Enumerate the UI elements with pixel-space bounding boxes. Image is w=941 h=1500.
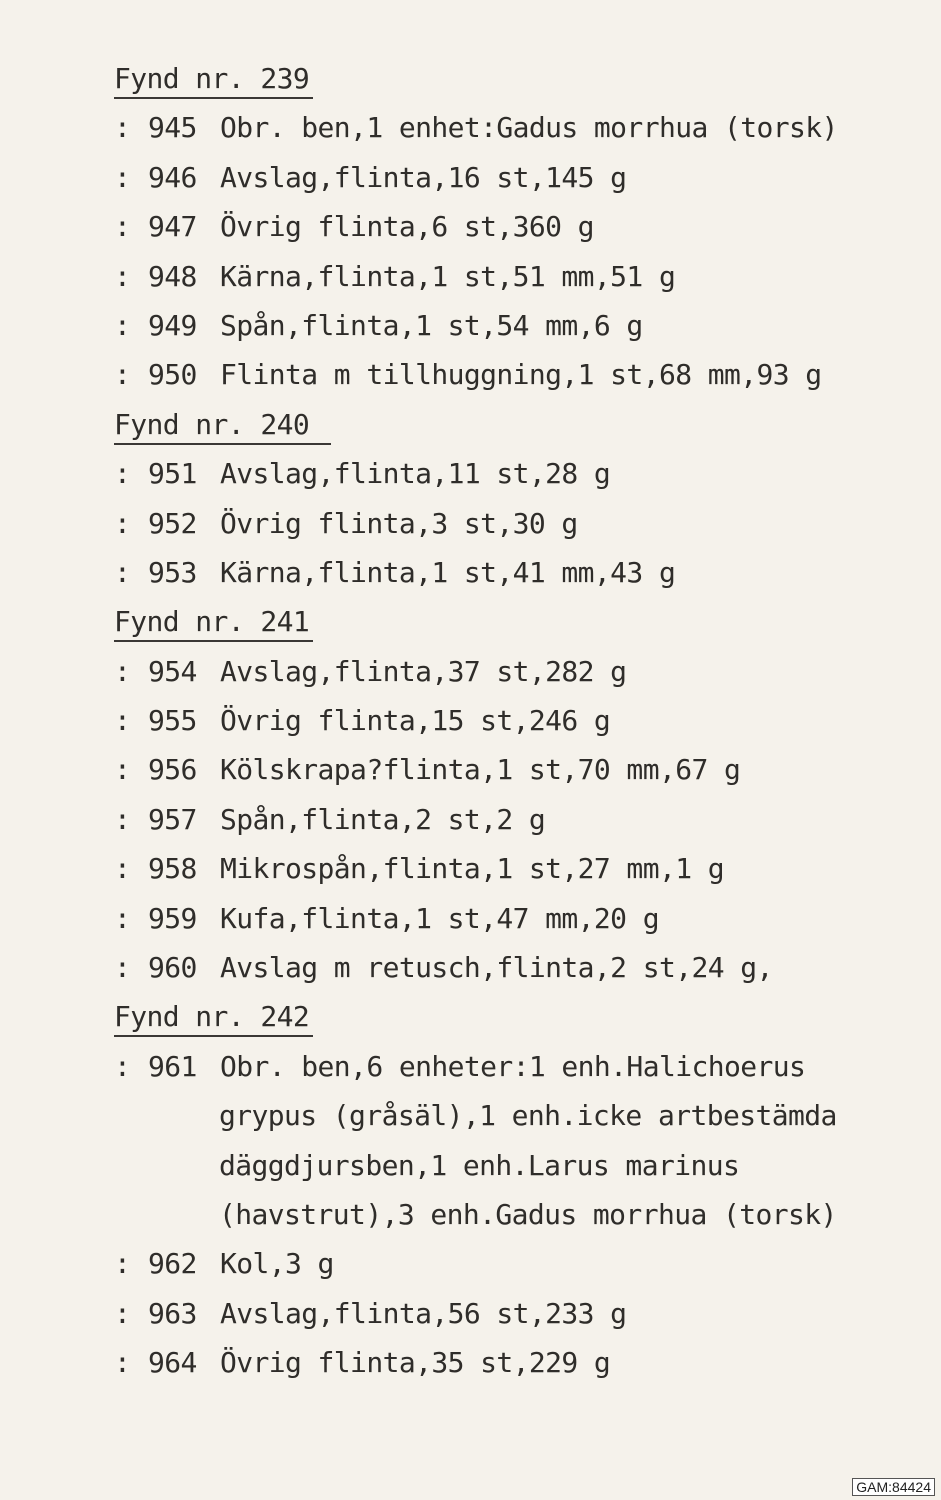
find-entry: : 946 Avslag,flinta,16 st,145 g <box>114 160 627 194</box>
find-entry-continuation: (havstrut),3 enh.Gadus morrhua (torsk) <box>219 1197 837 1231</box>
find-heading: Fynd nr. 241 <box>114 597 914 646</box>
find-entry: : 964 Övrig flinta,35 st,229 g <box>114 1346 611 1380</box>
find-heading: Fynd nr. 239 <box>114 54 914 103</box>
find-entry: : 955 Övrig flinta,15 st,246 g <box>114 704 611 738</box>
find-entry: : 950 Flinta m tillhuggning,1 st,68 mm,93 g <box>114 358 822 392</box>
find-heading: Fynd nr. 242 <box>114 992 914 1041</box>
find-entry: : 954 Avslag,flinta,37 st,282 g <box>114 654 627 688</box>
find-entry: : 959 Kufa,flinta,1 st,47 mm,20 g <box>114 901 659 935</box>
find-entry: : 957 Spån,flinta,2 st,2 g <box>114 802 546 836</box>
find-entry: : 962 Kol,3 g <box>114 1247 334 1281</box>
find-entry: : 945 Obr. ben,1 enhet:Gadus morrhua (torsk) <box>114 111 838 145</box>
find-entry: : 949 Spån,flinta,1 st,54 mm,6 g <box>114 308 643 342</box>
catalog-id-label: GAM:84424 <box>852 1478 935 1496</box>
find-entry-continuation: däggdjursben,1 enh.Larus marinus <box>219 1148 740 1182</box>
find-entry: : 948 Kärna,flinta,1 st,51 mm,51 g <box>114 259 676 293</box>
find-entry: : 947 Övrig flinta,6 st,360 g <box>114 210 594 244</box>
find-entry: : 953 Kärna,flinta,1 st,41 mm,43 g <box>114 555 676 589</box>
card-content <box>114 54 914 1388</box>
find-entry: : 963 Avslag,flinta,56 st,233 g <box>114 1296 627 1330</box>
find-entry: : 956 Kölskrapa?flinta,1 st,70 mm,67 g <box>114 753 741 787</box>
find-entry: : 952 Övrig flinta,3 st,30 g <box>114 506 578 540</box>
find-entry-continuation: grypus (gråsäl),1 enh.icke artbestämda <box>219 1099 837 1133</box>
find-entry: : 960 Avslag m retusch,flinta,2 st,24 g, <box>114 951 773 985</box>
find-entry: : 961 Obr. ben,6 enheter:1 enh.Halichoerus <box>114 1049 806 1083</box>
find-heading: Fynd nr. 240 <box>114 400 914 449</box>
find-entry: : 958 Mikrospån,flinta,1 st,27 mm,1 g <box>114 852 724 886</box>
find-entry: : 951 Avslag,flinta,11 st,28 g <box>114 457 611 491</box>
